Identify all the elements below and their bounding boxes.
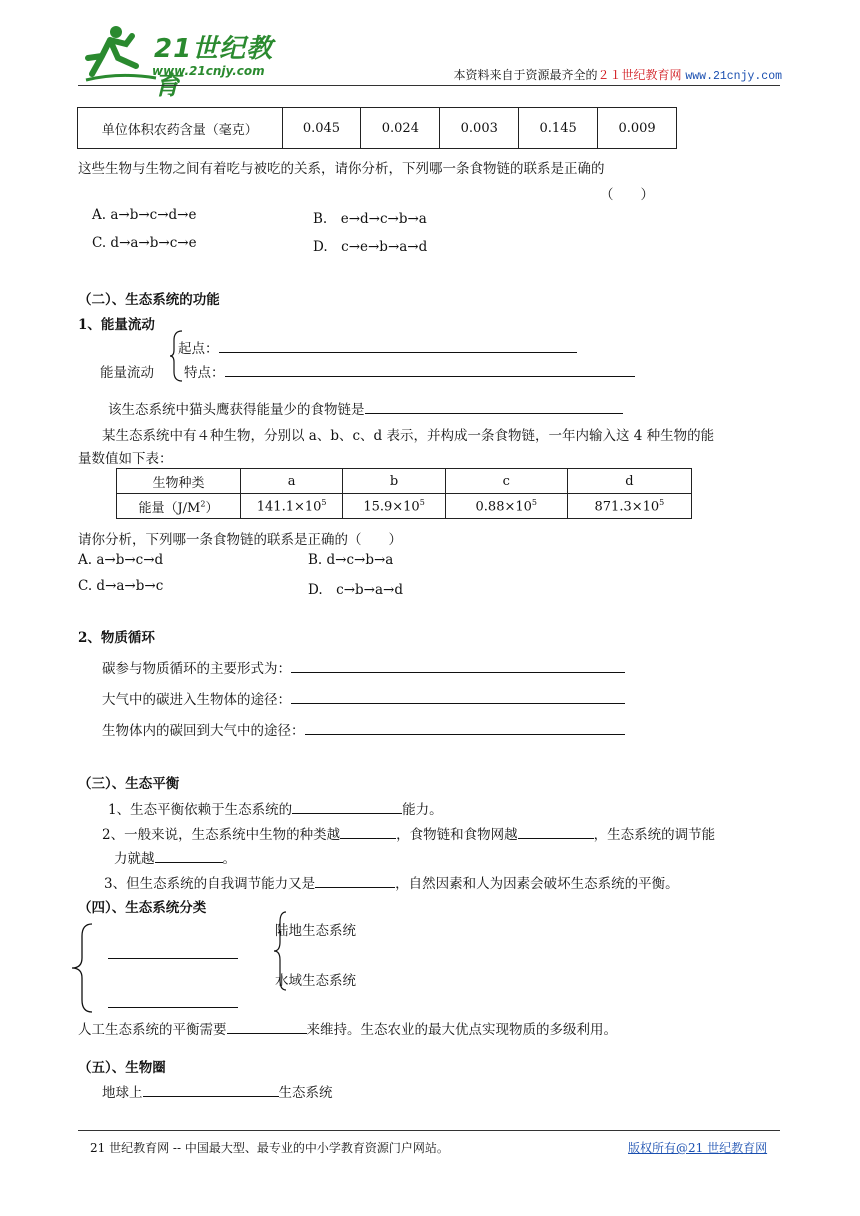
- balance-item-2: 2、一般来说，生态系统中生物的种类越 ，食物链和食物网越 ，生态系统的调节能: [102, 823, 715, 843]
- q2-option-c: C. d→a→b→c: [78, 578, 164, 594]
- blank-artificial: [108, 993, 238, 1012]
- footer-text: 21 世纪教育网 -- 中国最大型、最专业的中小学教育资源门户网站。: [90, 1141, 449, 1155]
- subsection-title: 1、能量流动: [78, 317, 155, 333]
- table-row-label: 能量$(J/M^2)$: [117, 494, 241, 519]
- water-ecosystem: 水域生态系统: [275, 973, 356, 989]
- q1-option-d: D. c→e→b→a→d: [313, 239, 428, 255]
- table-cell: $141.1\times 10^5$: [240, 494, 342, 519]
- land-ecosystem: 陆地生态系统: [275, 923, 356, 939]
- logo-url: www.21cnjy.com: [152, 64, 265, 78]
- q1-option-a: A. a→b→c→d→e: [92, 207, 197, 223]
- q2-option-b: B. d→c→b→a: [308, 552, 394, 568]
- table-cell: $15.9\times 10^5$: [343, 494, 445, 519]
- table-header: 生物种类: [117, 469, 241, 494]
- q2-text: 请你分析，下列哪一条食物链的联系是正确的（ ）: [78, 532, 402, 548]
- q1-option-b: B. e→d→c→b→a: [313, 211, 427, 227]
- site-name: ２１世纪教育网: [597, 68, 682, 82]
- table-cell: 0.009: [598, 108, 677, 149]
- copyright-link[interactable]: 版权所有@21 世纪教育网: [628, 1141, 768, 1155]
- table-header: c: [445, 469, 567, 494]
- left-brace-icon: [70, 922, 94, 1014]
- start-point-line: 起点：: [178, 337, 577, 357]
- table-cell: $0.88\times 10^5$: [445, 494, 567, 519]
- site-link[interactable]: www.21cnjy.com: [685, 70, 782, 83]
- header-divider: [78, 85, 780, 86]
- table-header: a: [240, 469, 342, 494]
- blank-natural: [108, 944, 238, 963]
- balance-item-1: 1、生态平衡依赖于生态系统的 能力。: [108, 798, 443, 818]
- energy-flow-label: 能量流动: [100, 365, 154, 381]
- table-cell: 0.145: [519, 108, 598, 149]
- carbon-form-line: 碳参与物质循环的主要形式为：: [102, 657, 625, 677]
- table-header: b: [343, 469, 445, 494]
- runner-logo-icon: [80, 22, 160, 86]
- table-cell: $871.3\times 10^5$: [567, 494, 691, 519]
- section-title: （二）、生态系统的功能: [78, 292, 220, 308]
- subsection-title: 2、物质循环: [78, 630, 155, 646]
- intro-text-2: 量数值如下表：: [78, 451, 173, 467]
- q2-option-d: D. c→b→a→d: [308, 582, 403, 598]
- artificial-ecosystem-text: 人工生态系统的平衡需要 来维持。生态农业的最大优点实现物质的多级利用。: [78, 1018, 617, 1038]
- table-cell: 0.003: [440, 108, 519, 149]
- section-title: （四）、生态系统分类: [78, 900, 207, 916]
- section-title: （三）、生态平衡: [78, 776, 180, 792]
- carbon-out-line: 生物体内的碳回到大气中的途径：: [102, 719, 625, 739]
- feature-line: 特点：: [184, 361, 635, 381]
- q2-option-a: A. a→b→c→d: [78, 552, 164, 568]
- q1-option-c: C. d→a→b→c→e: [92, 235, 197, 251]
- pesticide-table: [77, 107, 677, 149]
- table-header: d: [567, 469, 691, 494]
- table-cell: 0.045: [282, 108, 361, 149]
- q1-answer-paren: （ ）: [600, 187, 654, 203]
- intro-text: 某生态系统中有４种生物，分别以 a、b、c、d 表示，并构成一条食物链，一年内输入这 4 种生物的能: [102, 428, 715, 444]
- site-logo: [80, 22, 290, 101]
- carbon-in-line: 大气中的碳进入生物体的途径：: [102, 688, 625, 708]
- section-title: （五）、生物圈: [78, 1060, 166, 1076]
- footer-divider: [78, 1130, 780, 1131]
- balance-item-3: 3、但生态系统的自我调节能力又是 ，自然因素和人为因素会破坏生态系统的平衡。: [104, 872, 679, 892]
- logo-text: 21世纪教育: [154, 34, 274, 101]
- energy-table: [116, 468, 692, 519]
- owl-question: 该生态系统中猫头鹰获得能量少的食物链是: [108, 398, 623, 418]
- table-cell: 0.024: [361, 108, 440, 149]
- table-label: 单位体积农药含量（毫克）: [78, 108, 283, 149]
- balance-item-2-cont: 力就越 。: [114, 847, 236, 867]
- biosphere-line: 地球上 生态系统: [102, 1081, 333, 1101]
- header-source: 本资料来自于资源最齐全的２１世纪教育网 www.21cnjy.com: [453, 68, 782, 83]
- q1-text: 这些生物与生物之间有着吃与被吃的关系，请你分析，下列哪一条食物链的联系是正确的: [78, 161, 605, 177]
